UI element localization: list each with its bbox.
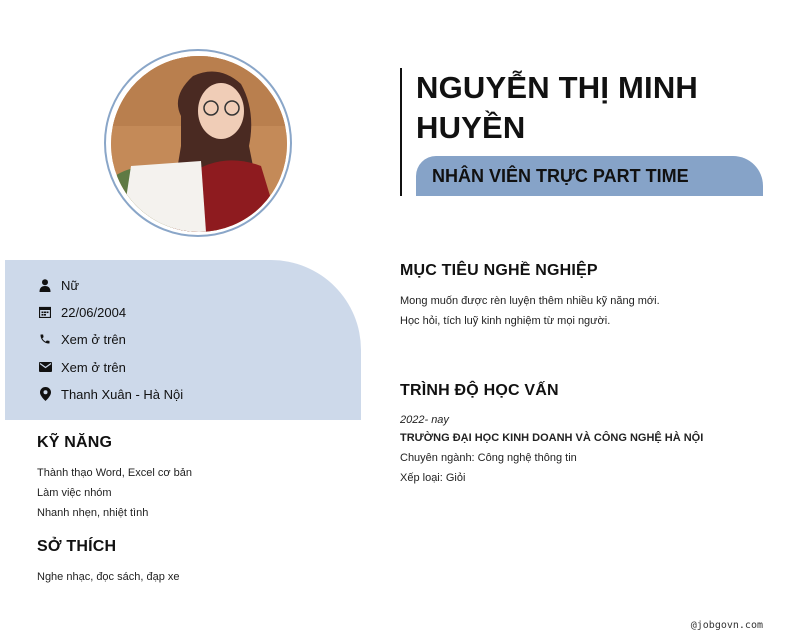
address-value: Thanh Xuân - Hà Nội	[61, 386, 184, 402]
objective-heading: MỤC TIÊU NGHỀ NGHIỆP	[400, 262, 598, 279]
hobby-item: Nghe nhạc, đọc sách, đạp xe	[37, 571, 180, 583]
phone-icon	[38, 332, 52, 346]
skill-item: Thành thạo Word, Excel cơ bản	[37, 467, 192, 479]
contact-address	[38, 384, 183, 404]
title-accent-bar	[400, 68, 402, 196]
skills-heading: KỸ NĂNG	[37, 434, 113, 451]
education-heading: TRÌNH ĐỘ HỌC VẤN	[400, 382, 559, 399]
candidate-name: NGUYỄN THỊ MINH HUYỀN	[416, 70, 698, 145]
contact-email	[38, 357, 126, 377]
education-period: 2022- nay	[400, 414, 449, 426]
person-icon	[38, 278, 52, 292]
skill-item: Làm việc nhóm	[37, 487, 112, 499]
source-credit: @jobgovn.com	[690, 620, 763, 631]
education-school: TRƯỜNG ĐẠI HỌC KINH DOANH VÀ CÔNG NGHỆ HÀ NỘI	[400, 432, 704, 444]
objective-line: Mong muốn được rèn luyện thêm nhiều kỹ năng mới.	[400, 295, 660, 307]
job-title-badge	[416, 156, 763, 196]
education-major: Chuyên ngành: Công nghệ thông tin	[400, 452, 577, 464]
gender-value: Nữ	[61, 277, 80, 293]
avatar	[111, 56, 287, 232]
contact-birthdate	[38, 302, 126, 322]
skill-item: Nhanh nhẹn, nhiệt tình	[37, 507, 149, 519]
calendar-icon	[38, 305, 52, 319]
email-value: Xem ở trên	[61, 359, 126, 375]
job-title: NHÂN VIÊN TRỰC PART TIME	[432, 166, 689, 186]
contact-phone	[38, 329, 126, 349]
contact-gender	[38, 275, 79, 295]
mail-icon	[38, 360, 52, 374]
birthdate-value: 22/06/2004	[61, 304, 127, 320]
phone-value: Xem ở trên	[61, 331, 126, 347]
education-grade: Xếp loại: Giỏi	[400, 472, 466, 484]
hobbies-heading: SỞ THÍCH	[37, 538, 117, 555]
location-pin-icon	[38, 387, 52, 401]
objective-line: Học hỏi, tích luỹ kinh nghiệm từ mọi người.	[400, 315, 611, 327]
